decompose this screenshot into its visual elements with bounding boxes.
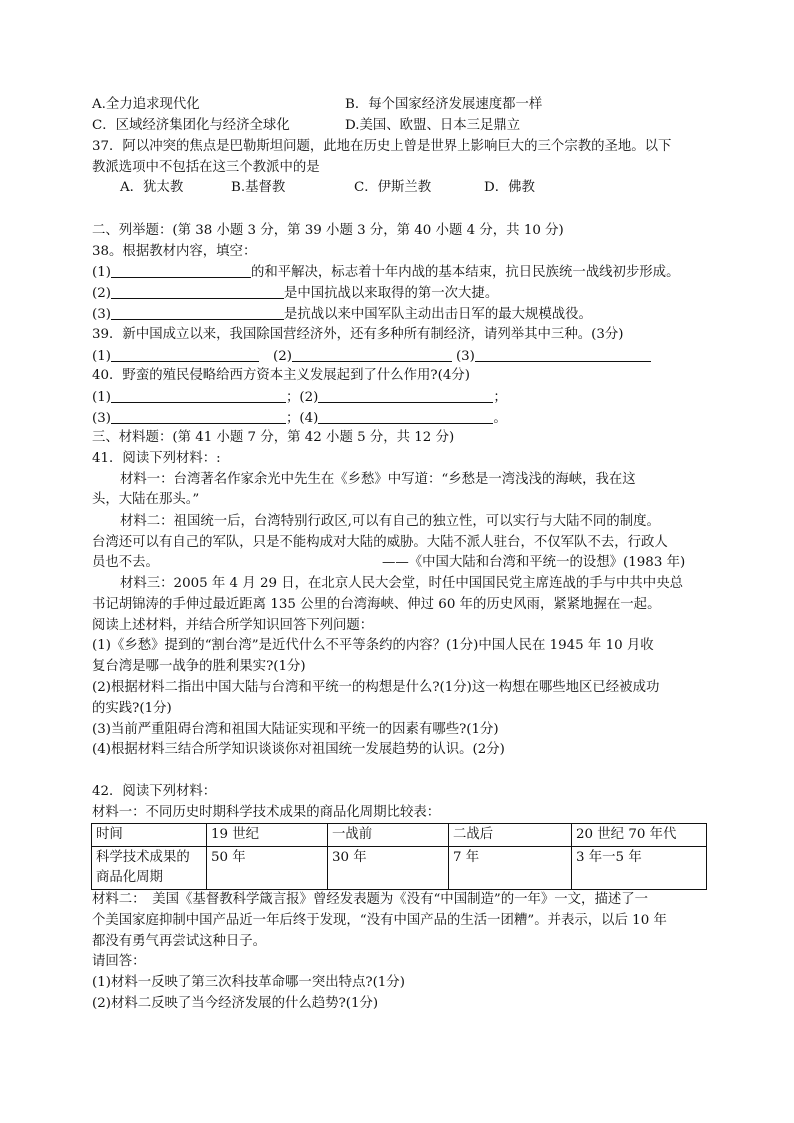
- table-cell: 7 年: [449, 847, 572, 890]
- q41-material-2-source: ——《中国大陆和台湾和平统一的设想》(1983 年): [382, 555, 686, 570]
- q42-ask: 请回答：: [92, 954, 146, 969]
- q42-question-1: (1)材料一反映了第三次科技革命哪一突出特点?(1分): [92, 975, 405, 990]
- q41-instruction: 阅读上述材料，并结合所学知识回答下列问题：: [92, 618, 374, 633]
- table-cell: 3 年一5 年: [572, 847, 707, 890]
- q38-answer-blank-3[interactable]: [111, 304, 284, 320]
- q38-answer-blank-2[interactable]: [111, 283, 284, 299]
- q39-answer-blank-3[interactable]: [475, 346, 651, 362]
- q37-option-b: B.基督教: [231, 180, 286, 195]
- q37-stem-line-2: 教派选项中不包括在这三个教派中的是: [92, 160, 320, 175]
- q41-material-3-line-2: 书记胡锦涛的手伸过最近距离 135 公里的台湾海峡、伸过 60 年的历史风雨，紧紧地握在一起。: [92, 597, 661, 612]
- table-cell: 30 年: [328, 847, 449, 890]
- q42-material-2-line-1: 材料二： 美国《基督教科学箴言报》曾经发表题为《没有“中国制造”的一年》一文，描述了一: [92, 892, 649, 907]
- q41-question-2-line-1: (2)根据材料二指出中国大陆与台湾和平统一的构想是什么?(1分)这一构想在哪些地区已经被成功: [92, 680, 660, 695]
- q37-option-d: D．佛教: [484, 180, 535, 195]
- q38-item-3: [92, 304, 592, 325]
- q41-question-3: (3)当前严重阻碍台湾和祖国大陆证实现和平统一的因素有哪些?(1分): [92, 722, 499, 737]
- table-header-cell: 20 世纪 70 年代: [572, 824, 707, 847]
- q36-option-c: C．区域经济集团化与经济全球化: [92, 118, 290, 133]
- q37-stem-line-1: 37．阿以冲突的焦点是巴勒斯坦问题，此地在历史上曾是世界上影响巨大的三个宗教的圣地。以下: [92, 139, 672, 154]
- q40-end-mark: 。: [493, 411, 507, 426]
- q36-option-b: B．每个国家经济发展速度都一样: [345, 97, 543, 112]
- q42-material-2-line-2: 个美国家庭抑制中国产品近一年后终于发现，“没有中国产品的生活一团糟”。并表示，以后 10 年: [92, 913, 667, 928]
- q36-option-d: D.美国、欧盟、日本三足鼎立: [345, 118, 521, 133]
- q38-answer-blank-1[interactable]: [111, 262, 251, 278]
- q38-item-2-number: (2): [92, 286, 111, 301]
- q42-question-2: (2)材料二反映了当今经济发展的什么趋势?(1分): [92, 996, 379, 1011]
- q42-stem: 42．阅读下列材料：: [92, 784, 217, 799]
- q40-answer-3-number: (3): [92, 411, 111, 426]
- q38-item-1-text: 的和平解决，标志着十年内战的基本结束，抗日民族统一战线初步形成。: [250, 265, 680, 280]
- q40-answer-blank-2[interactable]: [318, 387, 493, 403]
- q38-item-3-text: 是抗战以来中国军队主动出击日军的最大规模战役。: [283, 307, 592, 322]
- q39-answer-1-number: (1): [92, 349, 111, 364]
- section-2-header: 二、列举题：(第 38 小题 3 分，第 39 小题 3 分，第 40 小题 4 分，共 10 分): [92, 223, 564, 238]
- section-3-header: 三、材料题：(第 41 小题 7 分，第 42 小题 5 分，共 12 分): [92, 430, 455, 445]
- table-header-cell: 时间: [92, 824, 207, 847]
- q40-separator-1: ；: [285, 390, 300, 405]
- q40-answer-blank-1[interactable]: [111, 387, 286, 403]
- q40-answer-1-number: (1): [92, 390, 111, 405]
- q41-material-2-line-2: 台湾还可以有自己的军队，只是不能构成对大陆的威胁。大陆不派人驻台，不仅军队不去，行政人: [92, 535, 668, 550]
- table-row: [92, 847, 707, 890]
- q41-stem: 41．阅读下列材料：:: [92, 451, 221, 466]
- q39-answer-blank-1[interactable]: [111, 346, 259, 362]
- q39-answer-2-number: (2): [272, 349, 292, 364]
- q40-answer-blank-3[interactable]: [111, 408, 286, 424]
- q38-item-1: [92, 262, 679, 283]
- q38-stem: 38。根据教材内容，填空：: [92, 244, 257, 259]
- q38-item-1-number: (1): [92, 265, 111, 280]
- q40-answer-4-number: (4): [299, 411, 319, 426]
- q39-stem: 39．新中国成立以来，我国除国营经济外，还有多种所有制经济，请列举其中三种。(3分): [92, 327, 624, 342]
- q40-stem: 40．野蛮的殖民侵略给西方资本主义发展起到了什么作用?(4分): [92, 368, 470, 383]
- q38-item-2-text: 是中国抗战以来取得的第一次大捷。: [283, 286, 499, 301]
- commercialization-cycle-table: [91, 823, 707, 890]
- q36-option-a: A.全力追求现代化: [92, 97, 200, 112]
- q41-question-1-line-1: (1)《乡愁》提到的“割台湾”是近代什么不平等条约的内容？(1分)中国人民在 1945 年 10 月收: [92, 638, 654, 653]
- table-header-cell: 19 世纪: [207, 824, 328, 847]
- q37-option-a: A．犹太教: [120, 180, 184, 195]
- q41-question-4: (4)根据材料三结合所学知识谈谈你对祖国统一发展趋势的认识。(2分): [92, 742, 505, 757]
- q41-material-2-line-3: 员也不去。: [92, 555, 159, 570]
- q40-separator-3: ；: [285, 411, 300, 426]
- q41-question-1-line-2: 复台湾是哪一战争的胜利果实?(1分): [92, 659, 306, 674]
- q38-item-2: [92, 283, 498, 304]
- q38-item-3-number: (3): [92, 307, 111, 322]
- q41-material-3-line-1: 材料三：2005 年 4 月 29 日，在北京人民大会堂，时任中国国民党主席连战的手与中共中央总: [120, 576, 683, 591]
- table-row-label-line-1: 科学技术成果的: [96, 850, 190, 865]
- q40-answers-row-2: [92, 408, 507, 429]
- q42-material-2-line-3: 都没有勇气再尝试这种日子。: [92, 934, 267, 949]
- q41-question-2-line-2: 的实践?(1分): [92, 701, 172, 716]
- q39-answer-3-number: (3): [455, 349, 475, 364]
- q40-answer-blank-4[interactable]: [318, 408, 493, 424]
- table-header-cell: 二战后: [449, 824, 572, 847]
- table-cell: 50 年: [207, 847, 328, 890]
- q39-answers: [92, 346, 651, 367]
- table-row-label: [92, 847, 207, 890]
- table-row-label-line-2: 商品化周期: [96, 870, 163, 885]
- q42-material-1-title: 材料一：不同历史时期科学技术成果的商品化周期比较表：: [92, 805, 441, 820]
- q40-answer-2-number: (2): [299, 390, 319, 405]
- q41-material-1-line-1: 材料一：台湾著名作家余光中先生在《乡愁》中写道：“乡愁是一湾浅浅的海峡，我在这: [120, 472, 636, 487]
- q40-separator-2: ；: [493, 390, 507, 405]
- table-header-cell: 一战前: [328, 824, 449, 847]
- q41-material-2-line-1: 材料二：祖国统一后，台湾特别行政区,可以有自己的独立性，可以实行与大陆不同的制度。: [120, 514, 660, 529]
- q39-answer-blank-2[interactable]: [292, 346, 452, 362]
- q41-material-1-line-2: 头，大陆在那头。”: [92, 492, 200, 507]
- q40-answers-row-1: [92, 387, 507, 408]
- table-header-row: [92, 824, 707, 847]
- q37-option-c: C．伊斯兰教: [354, 180, 432, 195]
